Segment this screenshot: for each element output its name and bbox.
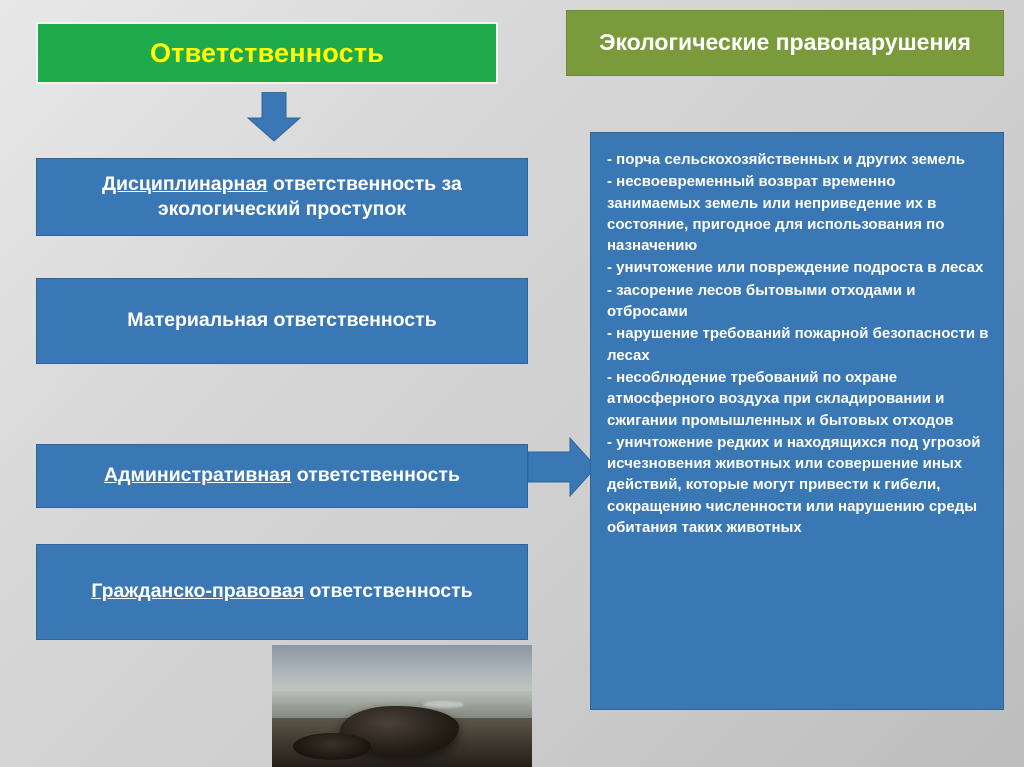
violations-title-banner [566, 10, 1004, 76]
box-disciplinary-underlined: Дисциплинарная [102, 172, 268, 195]
box-material-rest: Материальная ответственность [127, 309, 437, 332]
box-civil-text [91, 579, 472, 604]
box-material-responsibility[interactable] [36, 278, 528, 364]
list-item: - порча сельскохозяйственных и других земель [607, 151, 965, 168]
box-material-text [127, 308, 436, 333]
box-administrative-responsibility[interactable] [36, 444, 528, 508]
list-item: - уничтожение редких и находящихся под угрозой исчезновения животных или совершение иных действий, которые могут привести к гибели, сокращению численности или нарушению среды обитания таких животных [607, 433, 981, 537]
box-civil-underlined: Гражданско-правовая [91, 580, 305, 603]
list-item: - нарушение требований пожарной безопасности в лесах [607, 325, 989, 364]
photo-sky [272, 645, 532, 696]
violations-list-panel [590, 132, 1004, 710]
box-administrative-text [104, 463, 460, 488]
left-column [24, 10, 534, 750]
responsibility-title-banner [36, 22, 498, 84]
box-disciplinary-responsibility[interactable] [36, 158, 528, 236]
right-column [566, 6, 1006, 746]
oil-spill-photo [272, 645, 532, 767]
photo-oil-blob-secondary [293, 733, 371, 760]
list-item: - засорение лесов бытовыми отходами и отбросами [607, 281, 916, 321]
box-administrative-rest: ответственность [291, 464, 460, 487]
box-civil-rest: ответственность [304, 580, 473, 603]
violations-title-text: Экологические правонарушения [599, 29, 971, 56]
box-disciplinary-rest: ответственность за экологический проступок [157, 172, 462, 220]
list-item: - несвоевременный возврат временно занимаемых земель или неприведение их в состояние, пригодное для использования по назначению [607, 173, 945, 255]
arrow-down-icon [246, 92, 302, 142]
box-disciplinary-text [47, 172, 517, 223]
list-item: - уничтожение или повреждение подроста в лесах [607, 259, 984, 277]
list-item: - несоблюдение требований по охране атмосферного воздуха при складировании и сжигании промышленных и бытовых отходов [607, 368, 954, 429]
box-administrative-underlined: Административная [104, 464, 292, 487]
responsibility-title-text: Ответственность [149, 37, 385, 68]
box-civil-responsibility[interactable] [36, 544, 528, 640]
